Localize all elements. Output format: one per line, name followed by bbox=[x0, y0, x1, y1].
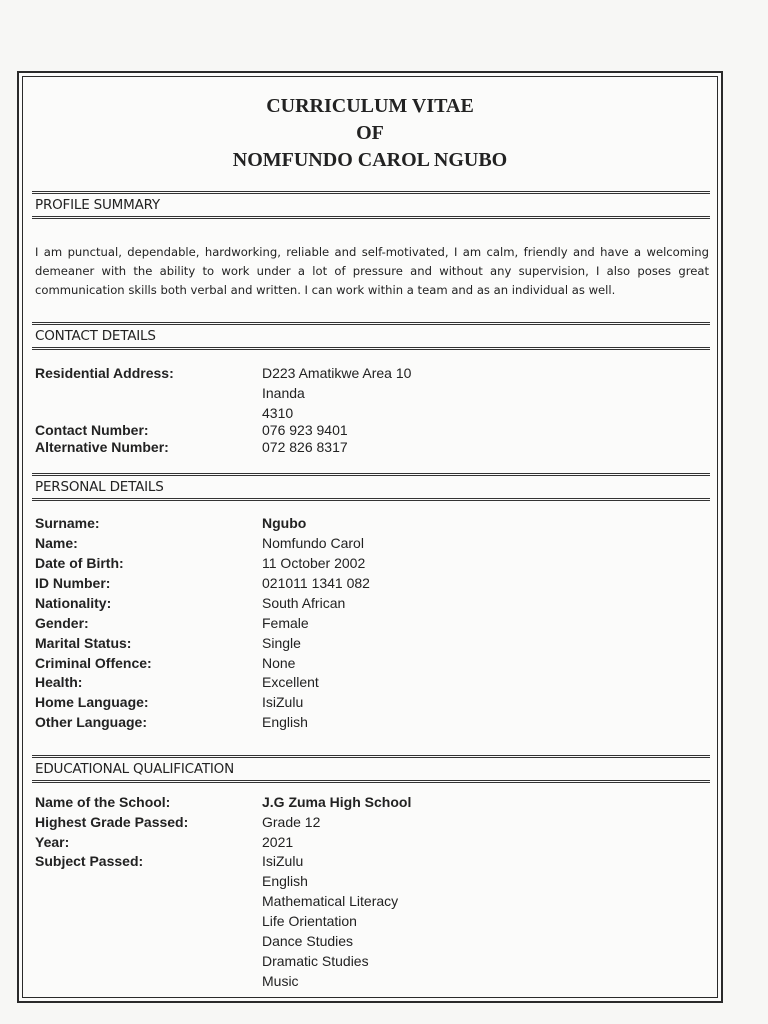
personal-label: Marital Status: bbox=[35, 635, 132, 651]
document-frame bbox=[22, 76, 718, 998]
grade-label: Highest Grade Passed: bbox=[35, 814, 189, 830]
section-title-personal: PERSONAL DETAILS bbox=[35, 479, 164, 495]
contact-address-row-2 bbox=[35, 385, 707, 405]
section-header-profile bbox=[32, 191, 710, 219]
personal-value: IsiZulu bbox=[262, 694, 304, 710]
education-row bbox=[35, 893, 707, 913]
title-line-1: CURRICULUM VITAE bbox=[266, 95, 474, 117]
personal-row bbox=[35, 655, 707, 675]
school-value: J.G Zuma High School bbox=[262, 794, 412, 810]
personal-label: Criminal Offence: bbox=[35, 655, 152, 671]
section-title-contact: CONTACT DETAILS bbox=[35, 328, 156, 344]
education-row bbox=[35, 834, 707, 854]
education-row bbox=[35, 794, 707, 814]
profile-summary-text: I am punctual, dependable, hardworking, reliable and self-motivated, I am calm, friendly and have a welcoming demeaner with the ability to work under a lot of pressure and without any supervision, I also poses great communication skills both verbal and written. I can work within a team and as an individual as well. bbox=[35, 245, 709, 297]
personal-row bbox=[35, 575, 707, 595]
cv-document bbox=[17, 71, 723, 1003]
subject-item: Dance Studies bbox=[262, 933, 354, 949]
education-row bbox=[35, 973, 707, 993]
contact-number-value: 076 923 9401 bbox=[262, 422, 348, 438]
personal-value: 021011 1341 082 bbox=[262, 575, 370, 591]
subject-item: Music bbox=[262, 973, 299, 989]
document-title bbox=[23, 93, 717, 174]
subjects-label: Subject Passed: bbox=[35, 853, 144, 869]
personal-row bbox=[35, 555, 707, 575]
personal-value: Nomfundo Carol bbox=[262, 535, 364, 551]
personal-row bbox=[35, 535, 707, 555]
section-title-profile: PROFILE SUMMARY bbox=[35, 197, 160, 213]
alternative-number-value: 072 826 8317 bbox=[262, 439, 348, 455]
personal-label: Date of Birth: bbox=[35, 555, 124, 571]
personal-label: Home Language: bbox=[35, 694, 149, 710]
year-label: Year: bbox=[35, 834, 70, 850]
personal-label: Gender: bbox=[35, 615, 89, 631]
address-line-1: D223 Amatikwe Area 10 bbox=[262, 365, 412, 381]
education-row bbox=[35, 953, 707, 973]
education-row bbox=[35, 814, 707, 834]
personal-row bbox=[35, 595, 707, 615]
title-line-3: NOMFUNDO CAROL NGUBO bbox=[232, 149, 508, 171]
personal-label: Health: bbox=[35, 674, 83, 690]
personal-value: South African bbox=[262, 595, 346, 611]
personal-row bbox=[35, 615, 707, 635]
personal-value: English bbox=[262, 714, 308, 730]
education-row bbox=[35, 913, 707, 933]
education-row bbox=[35, 873, 707, 893]
title-line-2: OF bbox=[356, 122, 384, 144]
section-header-personal bbox=[32, 473, 710, 501]
section-header-education bbox=[32, 755, 710, 783]
personal-label: ID Number: bbox=[35, 575, 111, 591]
personal-row bbox=[35, 714, 707, 734]
personal-row bbox=[35, 635, 707, 655]
personal-row bbox=[35, 515, 707, 535]
personal-value: Female bbox=[262, 615, 309, 631]
personal-label: Name: bbox=[35, 535, 78, 551]
section-title-education: EDUCATIONAL QUALIFICATION bbox=[35, 761, 234, 777]
personal-label: Other Language: bbox=[35, 714, 148, 730]
section-header-contact bbox=[32, 322, 710, 350]
school-label: Name of the School: bbox=[35, 794, 171, 810]
subject-item: Dramatic Studies bbox=[262, 953, 369, 969]
personal-row bbox=[35, 694, 707, 714]
address-label: Residential Address: bbox=[35, 365, 174, 381]
personal-value: Ngubo bbox=[262, 515, 307, 531]
alternative-number-label: Alternative Number: bbox=[35, 439, 169, 455]
address-line-3: 4310 bbox=[262, 405, 294, 421]
personal-value: 11 October 2002 bbox=[262, 555, 366, 571]
alternative-number-row bbox=[35, 439, 707, 459]
personal-value: None bbox=[262, 655, 296, 671]
subject-item: English bbox=[262, 873, 308, 889]
personal-value: Excellent bbox=[262, 674, 319, 690]
personal-row bbox=[35, 674, 707, 694]
grade-value: Grade 12 bbox=[262, 814, 321, 830]
personal-value: Single bbox=[262, 635, 301, 651]
personal-label: Surname: bbox=[35, 515, 100, 531]
subject-item: Life Orientation bbox=[262, 913, 357, 929]
year-value: 2021 bbox=[262, 834, 294, 850]
education-row bbox=[35, 933, 707, 953]
address-line-2: Inanda bbox=[262, 385, 305, 401]
subject-item: Mathematical Literacy bbox=[262, 893, 399, 909]
personal-label: Nationality: bbox=[35, 595, 112, 611]
subject-item: IsiZulu bbox=[262, 853, 304, 869]
contact-address-row bbox=[35, 365, 707, 385]
education-row bbox=[35, 853, 707, 873]
contact-number-label: Contact Number: bbox=[35, 422, 149, 438]
